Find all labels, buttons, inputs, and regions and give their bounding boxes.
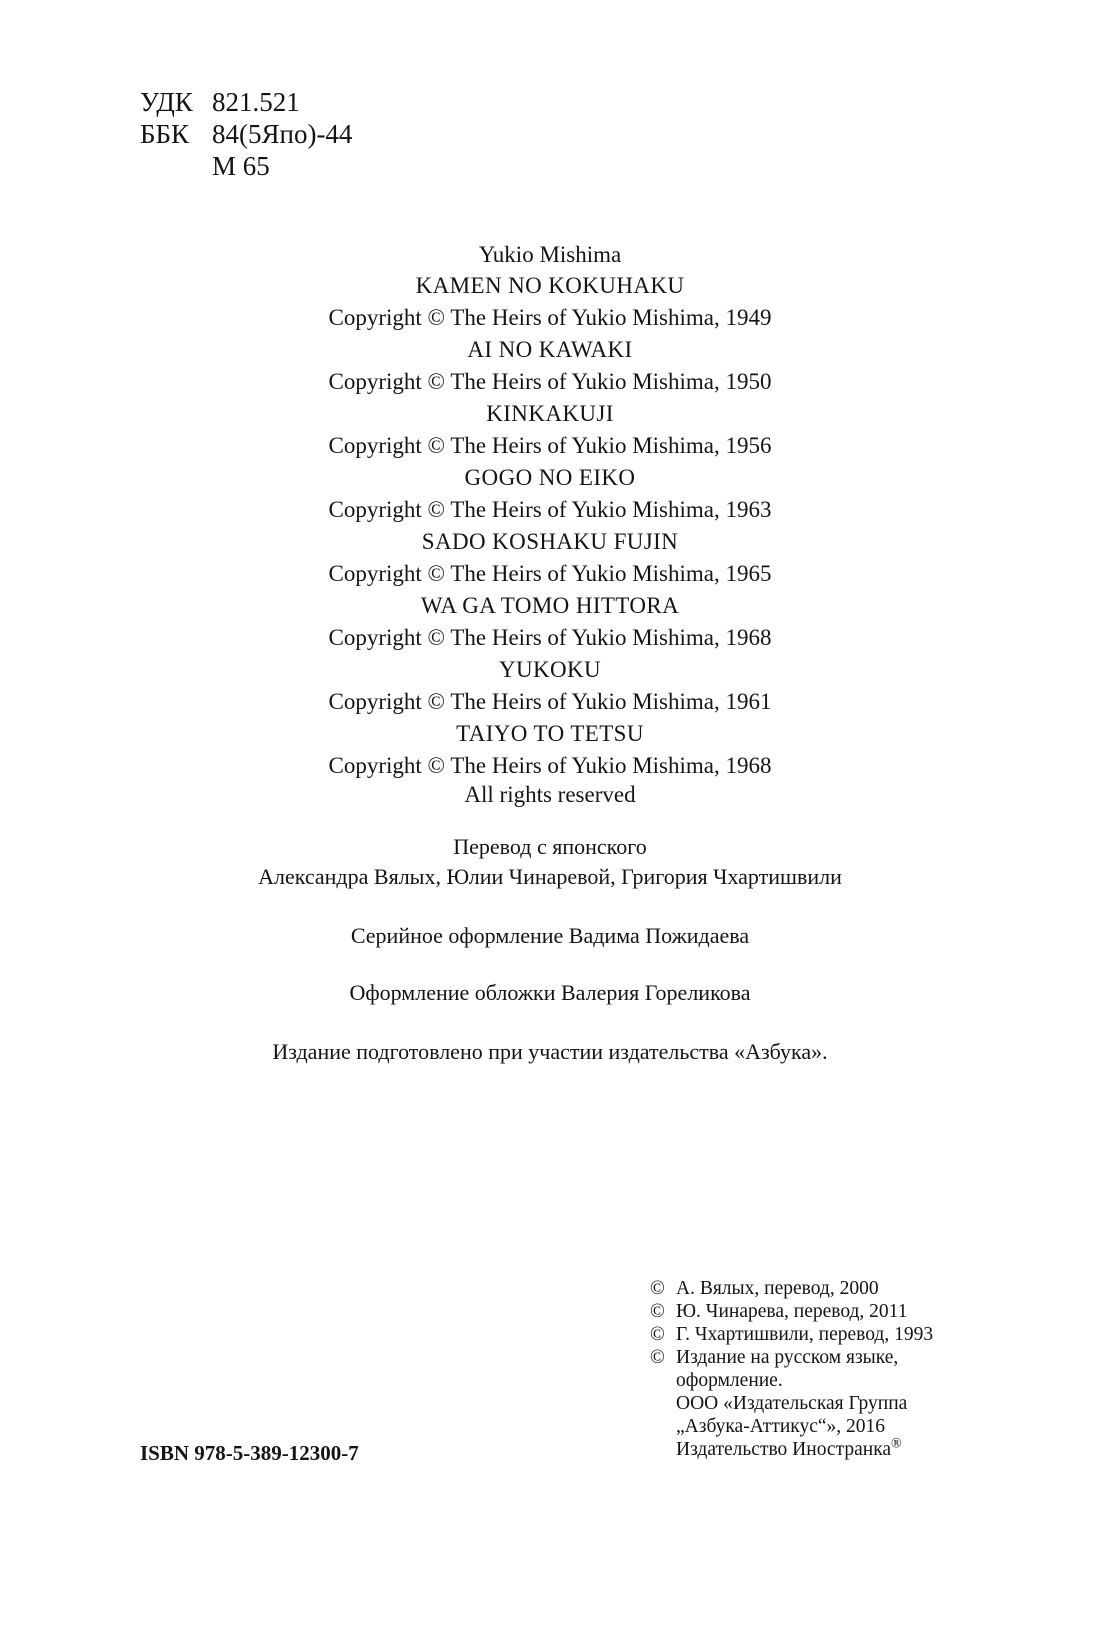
all-rights-reserved: All rights reserved (464, 782, 636, 807)
rights-entry (650, 1323, 933, 1346)
work-copyright: Copyright © The Heirs of Yukio Mishima, 1961 (328, 689, 772, 714)
author-mark: М 65 (212, 151, 270, 181)
work-copyright: Copyright © The Heirs of Yukio Mishima, 1968 (328, 753, 772, 778)
publisher-note: Издание подготовлено при участии издательства «Азбука». (272, 1039, 828, 1064)
copyright-symbol: © (650, 1278, 665, 1299)
udk-label: УДК (140, 87, 193, 117)
translation-heading: Перевод с японского (453, 834, 647, 859)
work-title: AI NO KAWAKI (467, 337, 633, 362)
work-title: SADO KOSHAKU FUJIN (421, 529, 679, 554)
work-title: YUKOKU (498, 657, 602, 682)
work-title: TAIYO TO TETSU (456, 721, 644, 746)
work-title: WA GA TOMO HITTORA (420, 593, 680, 618)
publisher-name: Издательство Иностранка (676, 1439, 892, 1460)
classification-block (140, 86, 352, 182)
cover-design-credit: Оформление обложки Валерия Гореликова (349, 980, 751, 1005)
copyright-symbol: © (650, 1301, 665, 1322)
translation-credit (0, 832, 1100, 892)
work-title: KAMEN NO KOKUHAKU (415, 273, 685, 298)
rights-entry-text: Издание на русском языке, (676, 1347, 899, 1368)
bbk-value: 84(5Япо)-44 (212, 119, 353, 149)
work-copyright: Copyright © The Heirs of Yukio Mishima, 1949 (328, 305, 772, 330)
copyright-symbol: © (650, 1324, 665, 1345)
work-copyright: Copyright © The Heirs of Yukio Mishima, 1956 (328, 433, 772, 458)
isbn: ISBN 978-5-389-12300-7 (140, 1441, 359, 1465)
rights-continuation: ООО «Издательская Группа (676, 1393, 908, 1414)
bbk-label: ББК (140, 119, 190, 149)
bbk-row (140, 118, 352, 150)
rights-entry-text: Г. Чхартишвили, перевод, 1993 (676, 1324, 934, 1345)
udk-value: 821.521 (212, 87, 300, 117)
rights-entry-text: А. Вялых, перевод, 2000 (676, 1278, 879, 1299)
original-copyright-credits (0, 240, 1100, 808)
rights-continuation-publisher (650, 1438, 933, 1461)
work-copyright: Copyright © The Heirs of Yukio Mishima, 1965 (328, 561, 772, 586)
rights-continuation: „Азбука-Аттикус“», 2016 (676, 1416, 886, 1437)
udk-row (140, 86, 352, 118)
registered-mark: ® (891, 1436, 902, 1452)
work-title: KINKAKUJI (486, 401, 614, 426)
series-design-credit: Серийное оформление Вадима Пожидаева (350, 923, 750, 948)
rights-entry (650, 1277, 933, 1300)
work-title: GOGO NO EIKO (464, 465, 636, 490)
rights-entry (650, 1346, 933, 1369)
russian-edition-rights (650, 1277, 933, 1461)
original-author: Yukio Mishima (478, 242, 622, 267)
work-copyright: Copyright © The Heirs of Yukio Mishima, 1963 (328, 497, 772, 522)
work-copyright: Copyright © The Heirs of Yukio Mishima, 1968 (328, 625, 772, 650)
rights-entry (650, 1300, 933, 1323)
rights-entry-text: Ю. Чинарева, перевод, 2011 (676, 1301, 908, 1322)
rights-continuation: оформление. (676, 1370, 783, 1391)
translators: Александра Вялых, Юлии Чинаревой, Григория Чхартишвили (258, 864, 842, 889)
copyright-symbol: © (650, 1347, 665, 1368)
work-copyright: Copyright © The Heirs of Yukio Mishima, 1950 (328, 369, 772, 394)
